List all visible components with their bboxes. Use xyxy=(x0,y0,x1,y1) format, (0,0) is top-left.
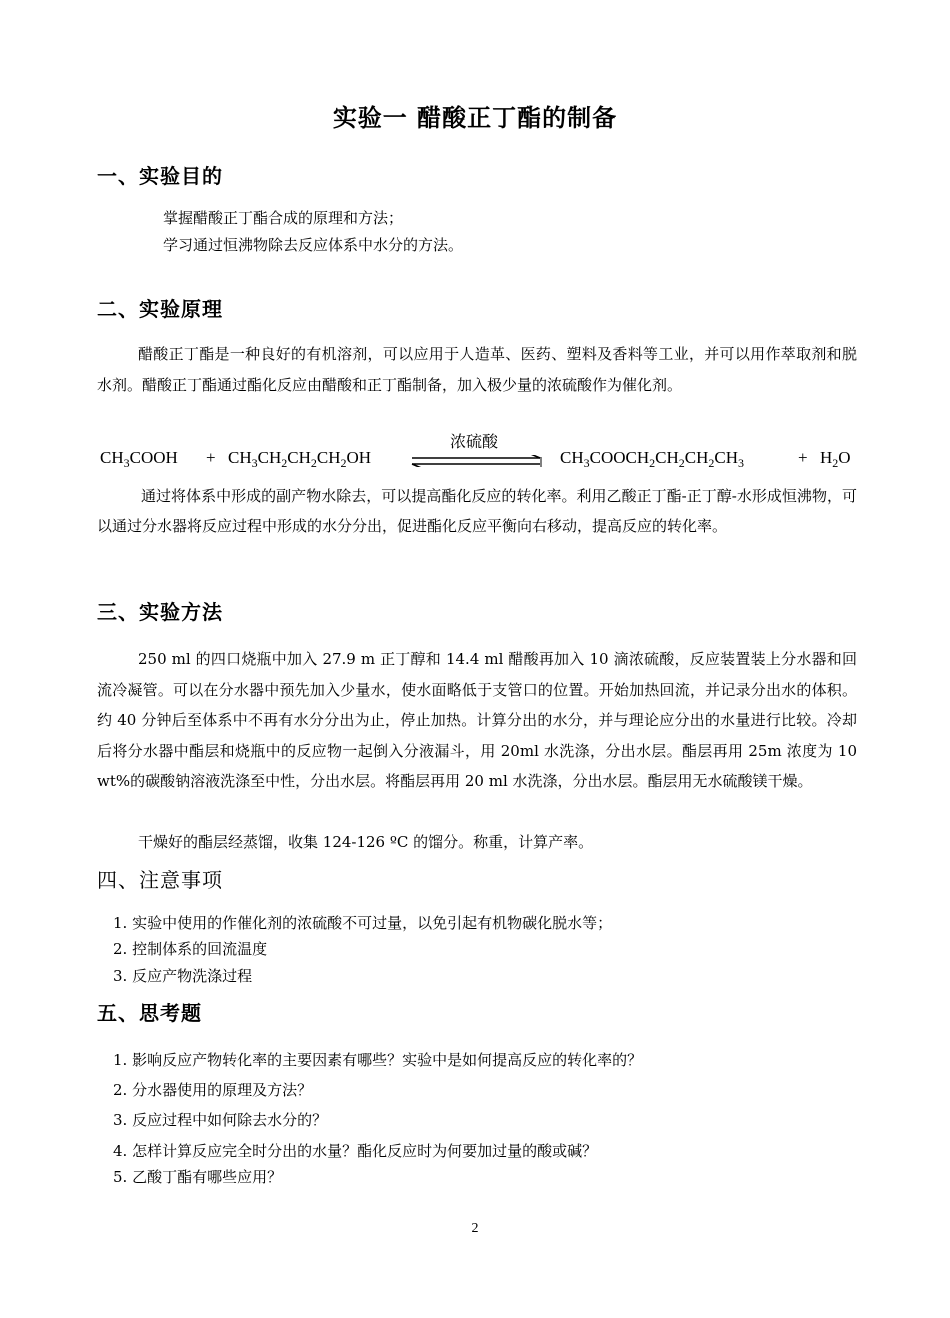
reactant-butanol: $CH_3CH_2CH_2CH_2OH$ xyxy=(228,448,372,470)
purpose-item: 掌握醋酸正丁酯合成的原理和方法； xyxy=(163,209,404,227)
question-item: 4. 怎样计算反应完全时分出的水量？酯化反应时为何要加过量的酸或碱？ xyxy=(113,1142,598,1160)
catalyst-label: 浓硫酸 xyxy=(450,432,499,451)
page-number: 2 xyxy=(471,1221,479,1236)
equilibrium-arrow-icon xyxy=(410,455,542,467)
notes-item: 3. 反应产物洗涤过程 xyxy=(113,967,253,985)
product-butyl-acetate: $CH_3COOCH_2CH_2CH_2CH_3$ xyxy=(560,448,745,470)
purpose-item: 学习通过恒沸物除去反应体系中水分的方法。 xyxy=(163,236,464,254)
section-heading-principle: 二、实验原理 xyxy=(97,297,223,321)
question-item: 1. 影响反应产物转化率的主要因素有哪些？实验中是如何提高反应的转化率的？ xyxy=(113,1051,643,1069)
section-heading-method: 三、实验方法 xyxy=(97,600,223,624)
method-paragraph-2: 干燥好的酯层经蒸馏，收集 124-126 ºC 的馏分。称重，计算产率。 xyxy=(138,833,594,851)
product-water: $H_2O$ xyxy=(820,448,851,470)
plus-sign: + xyxy=(206,448,216,467)
plus-sign: + xyxy=(798,448,808,467)
page-title: 实验一 醋酸正丁酯的制备 xyxy=(332,104,618,132)
section-heading-notes: 四、注意事项 xyxy=(97,868,223,892)
question-item: 2. 分水器使用的原理及方法？ xyxy=(113,1081,313,1099)
section-heading-purpose: 一、实验目的 xyxy=(97,164,223,188)
section-heading-questions: 五、思考题 xyxy=(97,1001,202,1025)
reaction-equation xyxy=(100,432,860,480)
notes-item: 2. 控制体系的回流温度 xyxy=(113,940,268,958)
question-item: 3. 反应过程中如何除去水分的？ xyxy=(113,1111,328,1129)
principle-paragraph-2: 通过将体系中形成的副产物水除去，可以提高酯化反应的转化率。利用乙酸正丁酯-正丁醇-水形成恒沸物，可以通过分水器将反应过程中形成的水分分出，促进酯化反应平衡向右移动，提高反应的转化率。 xyxy=(97,487,857,535)
notes-item: 1. 实验中使用的作催化剂的浓硫酸不可过量，以免引起有机物碳化脱水等； xyxy=(113,914,613,932)
method-paragraph: 250 ml 的四口烧瓶中加入 27.9 m 正丁醇和 14.4 ml 醋酸再加入 10 滴浓硫酸，反应装置装上分水器和回流冷凝管。可以在分水器中预先加入少量水，使水面略低于支管口的位置。开始加热回流，并记录分出水的体积。约 40 分钟后至体系中不再有水分分出为止，停止加热。计算分出的水分，并与理论应分出的水量进行比较。冷却后将分水器中酯层和烧瓶中的反应物一起倒入分液漏斗，用 20ml 水洗涤，分出水层。酯层再用 25m 浓度为 10 wt%的碳酸钠溶液洗涤至中性，分出水层。将酯层再用 20 ml 水洗涤，分出水层。酯层用无水硫酸镁干燥。 xyxy=(97,650,857,790)
principle-paragraph: 醋酸正丁酯是一种良好的有机溶剂，可以应用于人造革、医药、塑料及香料等工业，并可以用作萃取剂和脱水剂。醋酸正丁酯通过酯化反应由醋酸和正丁酯制备，加入极少量的浓硫酸作为催化剂。 xyxy=(97,345,857,394)
question-item: 5. 乙酸丁酯有哪些应用？ xyxy=(113,1168,283,1186)
reactant-acetic-acid: $CH_3COOH$ xyxy=(100,448,178,470)
